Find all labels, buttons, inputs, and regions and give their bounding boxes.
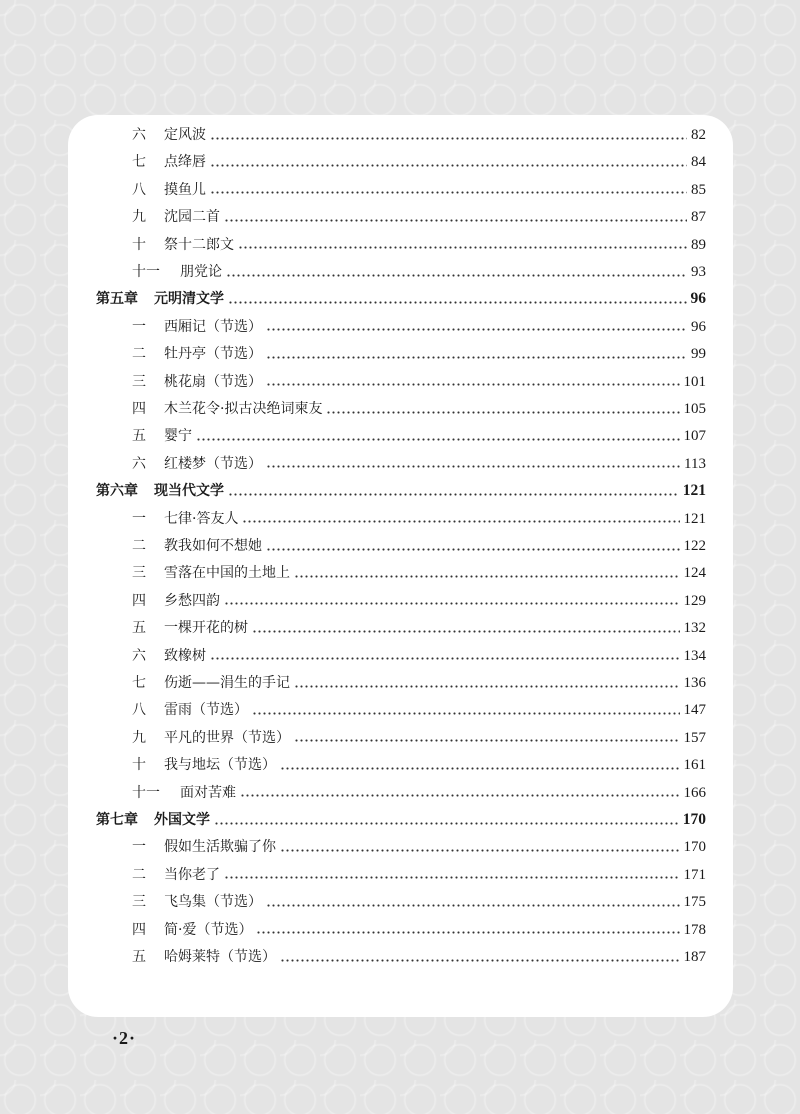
dot-leader [224,219,687,222]
toc-entry-page: 96 [691,318,706,335]
dot-leader [238,246,687,249]
toc-entry [96,451,706,477]
toc-entry-title: 当你老了 [164,866,220,883]
dot-leader [256,931,679,934]
toc-entry-number: 五 [132,949,146,965]
dot-leader [294,739,680,742]
toc-entry-title: 红楼梦（节选） [164,455,262,472]
toc-entry-number: 第五章 [96,291,138,308]
toc-entry-number: 三 [132,894,146,911]
toc-entry-page: 113 [684,455,706,472]
dot-leader [210,137,687,140]
dot-leader [242,520,679,523]
toc-entry [96,752,706,778]
toc-entry-page: 171 [683,866,706,883]
toc-entry [96,396,706,422]
toc-entry-page: 107 [683,428,706,445]
toc-entry-title: 乡愁四韵 [164,592,220,609]
toc-entry [96,588,706,614]
toc-entry [96,944,706,970]
toc-entry-title: 平凡的世界（节选） [164,729,290,746]
toc-entry-title: 祭十二郎文 [164,236,234,253]
toc-entry [96,232,706,258]
toc-entry-number: 二 [132,346,146,363]
dot-leader [196,438,680,441]
toc-entry-page: 84 [691,154,706,171]
toc-entry [96,834,706,860]
toc-entry-page: 96 [690,290,706,308]
toc-entry-page: 82 [691,127,706,143]
toc-entry [96,697,706,723]
toc-entry [96,780,706,806]
dot-leader [228,301,687,304]
dot-leader [266,328,687,331]
toc-entry-title: 木兰花令·拟古决绝词柬友 [164,401,323,417]
toc-entry-title: 我与地坛（节选） [164,757,276,774]
toc-entry-number: 四 [132,921,146,938]
dot-leader [224,602,680,605]
toc-entry [96,862,706,888]
toc-entry [96,369,706,395]
toc-entry-title: 简·爱（节选） [164,921,253,938]
toc-entry-title: 西厢记（节选） [164,318,262,335]
toc-entry-number: 六 [132,647,146,664]
dot-leader [266,383,680,386]
dot-leader [294,685,680,688]
toc-entry-title: 外国文学 [154,812,210,828]
toc-entry-page: 134 [683,647,706,664]
toc-entry-title: 哈姆莱特（节选） [164,949,276,965]
toc-entry [96,725,706,751]
toc-entry [96,506,706,532]
toc-entry [96,670,706,696]
dot-leader [280,959,680,962]
toc-entry-number: 二 [132,866,146,883]
dot-leader [226,274,687,277]
toc-entry-page: 157 [683,729,706,746]
toc-entry-number: 第六章 [96,483,138,500]
toc-entry-title: 朋党论 [180,264,222,280]
dot-leader [266,356,687,359]
toc-entry [96,204,706,230]
toc-entry-title: 假如生活欺骗了你 [164,839,276,856]
toc-entry-page: 170 [683,839,706,856]
toc-entry-page: 178 [683,921,706,938]
toc-entry-title: 飞鸟集（节选） [164,894,262,911]
toc-entry-number: 第七章 [96,812,138,828]
dot-leader [326,411,679,414]
toc-entry-page: 87 [691,209,706,226]
toc-entry-title: 现当代文学 [154,483,224,500]
toc-entry-title: 面对苦难 [180,784,236,801]
dot-leader [210,191,687,194]
dot-leader [224,876,680,879]
toc-entry [96,917,706,943]
toc-entry-page: 99 [691,346,706,363]
toc-chapter [96,478,706,504]
toc-entry-title: 点绛唇 [164,154,206,171]
toc-entry-page: 105 [683,401,706,417]
toc-entry-page: 121 [683,510,706,527]
toc-entry-title: 七律·答友人 [164,510,239,527]
toc-entry-title: 摸鱼儿 [164,181,206,198]
toc-entry [96,149,706,175]
dot-leader [228,493,679,496]
toc-entry-title: 伤逝——涓生的手记 [164,675,290,691]
dot-leader [266,465,680,468]
toc-entry-title: 婴宁 [164,428,192,445]
toc-entry-title: 一棵开花的树 [164,620,248,637]
toc-entry-number: 一 [132,510,146,527]
toc-entry-title: 致橡树 [164,647,206,664]
toc-entry-page: 161 [683,757,706,774]
toc-chapter [96,286,706,312]
toc-entry [96,889,706,915]
toc-entry-page: 93 [691,264,706,280]
toc-entry [96,423,706,449]
toc-entry-title: 定风波 [164,127,206,143]
toc-entry-title: 教我如何不想她 [164,538,262,554]
toc-entry-number: 六 [132,455,146,472]
toc-entry-number: 四 [132,592,146,609]
toc-entry-number: 一 [132,839,146,856]
toc-entry [96,314,706,340]
toc-entry [96,122,706,148]
toc-entry-number: 九 [132,729,146,746]
toc-entry-number: 七 [132,154,146,171]
dot-leader [294,575,680,578]
dot-leader [266,904,680,907]
dot-leader [252,712,680,715]
dot-leader [210,164,687,167]
toc-entry [96,177,706,203]
dot-leader [252,630,680,633]
page-number: ·2· [112,1028,137,1048]
toc-entry-page: 85 [691,181,706,198]
toc-entry-number: 五 [132,620,146,637]
toc-entry-number: 八 [132,181,146,198]
toc-entry [96,259,706,285]
toc-entry-number: 四 [132,401,146,417]
toc-entry-number: 十 [132,757,146,774]
toc-entry-title: 沈园二首 [164,209,220,226]
toc-entry-title: 牡丹亭（节选） [164,346,262,363]
toc-chapter [96,807,706,833]
dot-leader [240,794,680,797]
toc-entry-number: 三 [132,565,146,582]
toc-entry-number: 三 [132,373,146,390]
toc-entry [96,341,706,367]
toc-entry-page: 122 [683,538,706,554]
dot-leader [280,849,680,852]
dot-leader [266,548,680,551]
dot-leader [214,822,679,825]
toc-entry [96,560,706,586]
toc-entry-title: 雪落在中国的土地上 [164,565,290,582]
toc-entry-page: 166 [683,784,706,801]
toc-entry-number: 五 [132,428,146,445]
toc-entry-page: 187 [683,949,706,965]
toc-entry-page: 147 [683,702,706,719]
toc-entry-number: 二 [132,538,146,554]
toc-entry-title: 雷雨（节选） [164,702,248,719]
toc-entry-page: 124 [683,565,706,582]
toc-entry-title: 元明清文学 [154,291,224,308]
toc-entry-number: 十一 [132,784,160,801]
toc-entry [96,615,706,641]
toc-entry-number: 七 [132,675,146,691]
toc-entry-number: 一 [132,318,146,335]
toc-entry-number: 九 [132,209,146,226]
toc-entry [96,643,706,669]
toc-entry-number: 十 [132,236,146,253]
toc-entry-page: 136 [683,675,706,691]
toc-entry-title: 桃花扇（节选） [164,373,262,390]
toc-entry-number: 六 [132,127,146,143]
toc-entry-page: 170 [682,811,706,828]
toc-entry-page: 101 [683,373,706,390]
toc-entry-number: 十一 [132,264,160,280]
toc-entry-page: 175 [683,894,706,911]
toc-entry-page: 129 [683,592,706,609]
toc-entry-number: 八 [132,702,146,719]
toc-entry-page: 132 [683,620,706,637]
toc-entry-page: 121 [682,482,706,500]
dot-leader [210,657,680,660]
toc-entry [96,533,706,559]
toc-entry-page: 89 [691,236,706,253]
dot-leader [280,767,680,770]
